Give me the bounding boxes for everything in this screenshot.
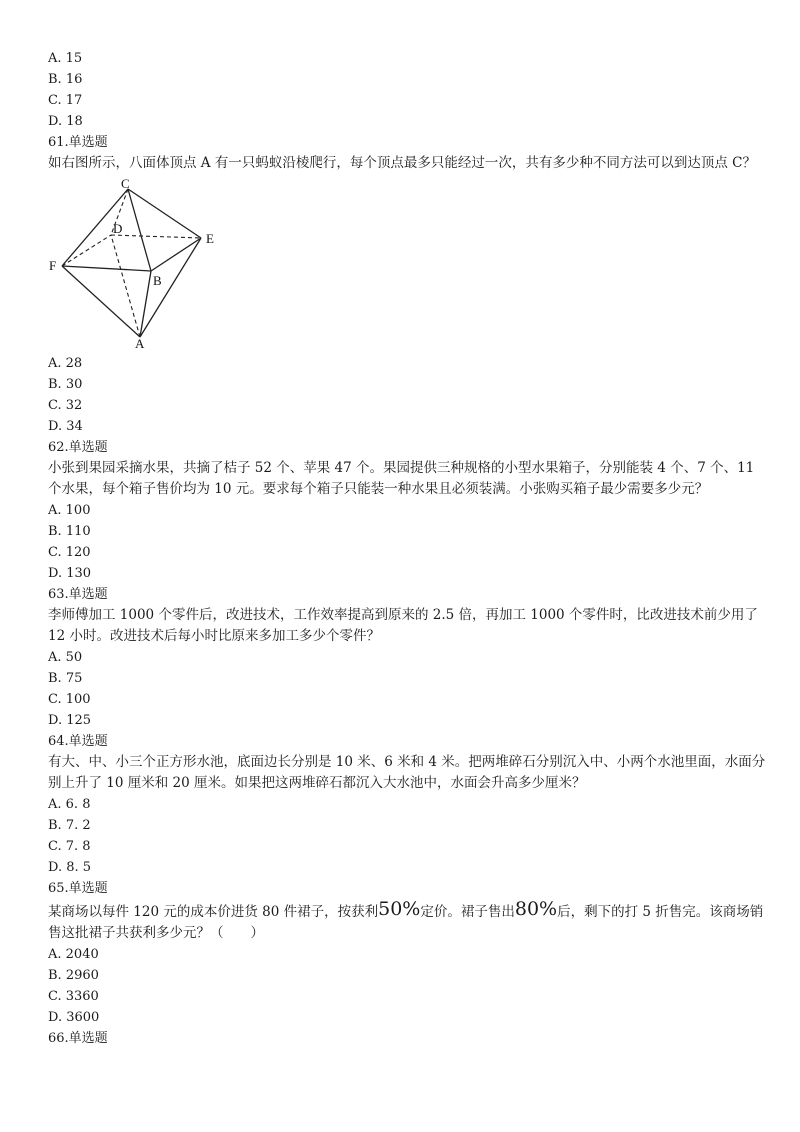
question-stem: 小张到果园采摘水果，共摘了桔子 52 个、苹果 47 个。果园提供三种规格的小型水果箱子，分别能装 4 个、7 个、11 个水果，每个箱子售价均为 10 元。要求每个箱子只能装一种水果且必须装满。小张购买箱子最少需要多少元？ xyxy=(48,460,755,497)
option-c: C. 17 xyxy=(48,93,83,108)
option-c: C. 7. 8 xyxy=(48,839,91,854)
percent-80: 80% xyxy=(514,898,558,920)
option-b: B. 75 xyxy=(48,671,83,686)
vertex-d-label: D xyxy=(113,221,123,236)
option-a: A. 50 xyxy=(48,650,83,665)
option-d: D. 125 xyxy=(48,713,92,728)
question-header: 64.单选题 xyxy=(48,734,108,749)
question-65 xyxy=(48,878,768,1028)
question-stem: 李师傅加工 1000 个零件后，改进技术，工作效率提高到原来的 2.5 倍，再加工 1000 个零件时，比改进技术前少用了 12 小时。改进技术后每小时比原来多加工多少个零件？ xyxy=(48,607,758,644)
option-a: A. 28 xyxy=(48,356,83,371)
option-d: D. 3600 xyxy=(48,1010,100,1025)
option-d: D. 18 xyxy=(48,114,83,129)
question-61 xyxy=(48,132,768,437)
option-d: D. 8. 5 xyxy=(48,860,92,875)
vertex-a-label: A xyxy=(135,336,145,349)
question-63 xyxy=(48,584,768,731)
question-header: 61.单选题 xyxy=(48,135,108,150)
question-stem: 有大、中、小三个正方形水池，底面边长分别是 10 米、6 米和 4 米。把两堆碎石分别沉入中、小两个水池里面，水面分别上升了 10 厘米和 20 厘米。如果把这两堆碎石都沉入大水池中，水面会升高多少厘米？ xyxy=(48,754,766,791)
question-header: 62.单选题 xyxy=(48,440,108,455)
vertex-c-label: C xyxy=(121,177,130,191)
option-a: A. 2040 xyxy=(48,947,99,962)
option-b: B. 30 xyxy=(48,377,83,392)
question-stem: 如右图所示，八面体顶点 A 有一只蚂蚁沿棱爬行，每个顶点最多只能经过一次，共有多少种不同方法可以到达顶点 C？ xyxy=(48,155,756,171)
option-c: C. 100 xyxy=(48,692,91,707)
option-b: B. 16 xyxy=(48,72,83,87)
option-d: D. 130 xyxy=(48,566,92,581)
vertex-e-label: E xyxy=(206,231,214,246)
question-66 xyxy=(48,1028,768,1049)
question-header: 65.单选题 xyxy=(48,881,108,896)
question-stem xyxy=(48,899,768,944)
option-a: A. 100 xyxy=(48,503,91,518)
option-c: C. 3360 xyxy=(48,989,99,1004)
question-62 xyxy=(48,437,768,584)
option-b: B. 7. 2 xyxy=(48,818,91,833)
option-d: D. 34 xyxy=(48,419,83,434)
octahedron-figure xyxy=(48,177,228,349)
vertex-b-label: B xyxy=(153,273,162,288)
percent-50: 50% xyxy=(378,898,421,920)
option-a: A. 6. 8 xyxy=(48,797,91,812)
stem-part-2: 定价。裙子售出 xyxy=(420,904,515,920)
option-c: C. 120 xyxy=(48,545,91,560)
vertex-f-label: F xyxy=(49,258,57,273)
question-60-options xyxy=(48,48,768,132)
option-b: B. 2960 xyxy=(48,968,99,983)
option-a: A. 15 xyxy=(48,51,83,66)
question-64 xyxy=(48,731,768,878)
stem-part-3: 后，剩下的打 5 折售完。该商场销售这批裙子共获利多少元？（ ） xyxy=(48,904,764,941)
question-header: 63.单选题 xyxy=(48,587,108,602)
question-header: 66.单选题 xyxy=(48,1031,108,1046)
option-c: C. 32 xyxy=(48,398,83,413)
exam-page xyxy=(48,48,768,1049)
stem-part-1: 某商场以每件 120 元的成本价进货 80 件裙子，按获利 xyxy=(48,904,379,920)
option-b: B. 110 xyxy=(48,524,91,539)
